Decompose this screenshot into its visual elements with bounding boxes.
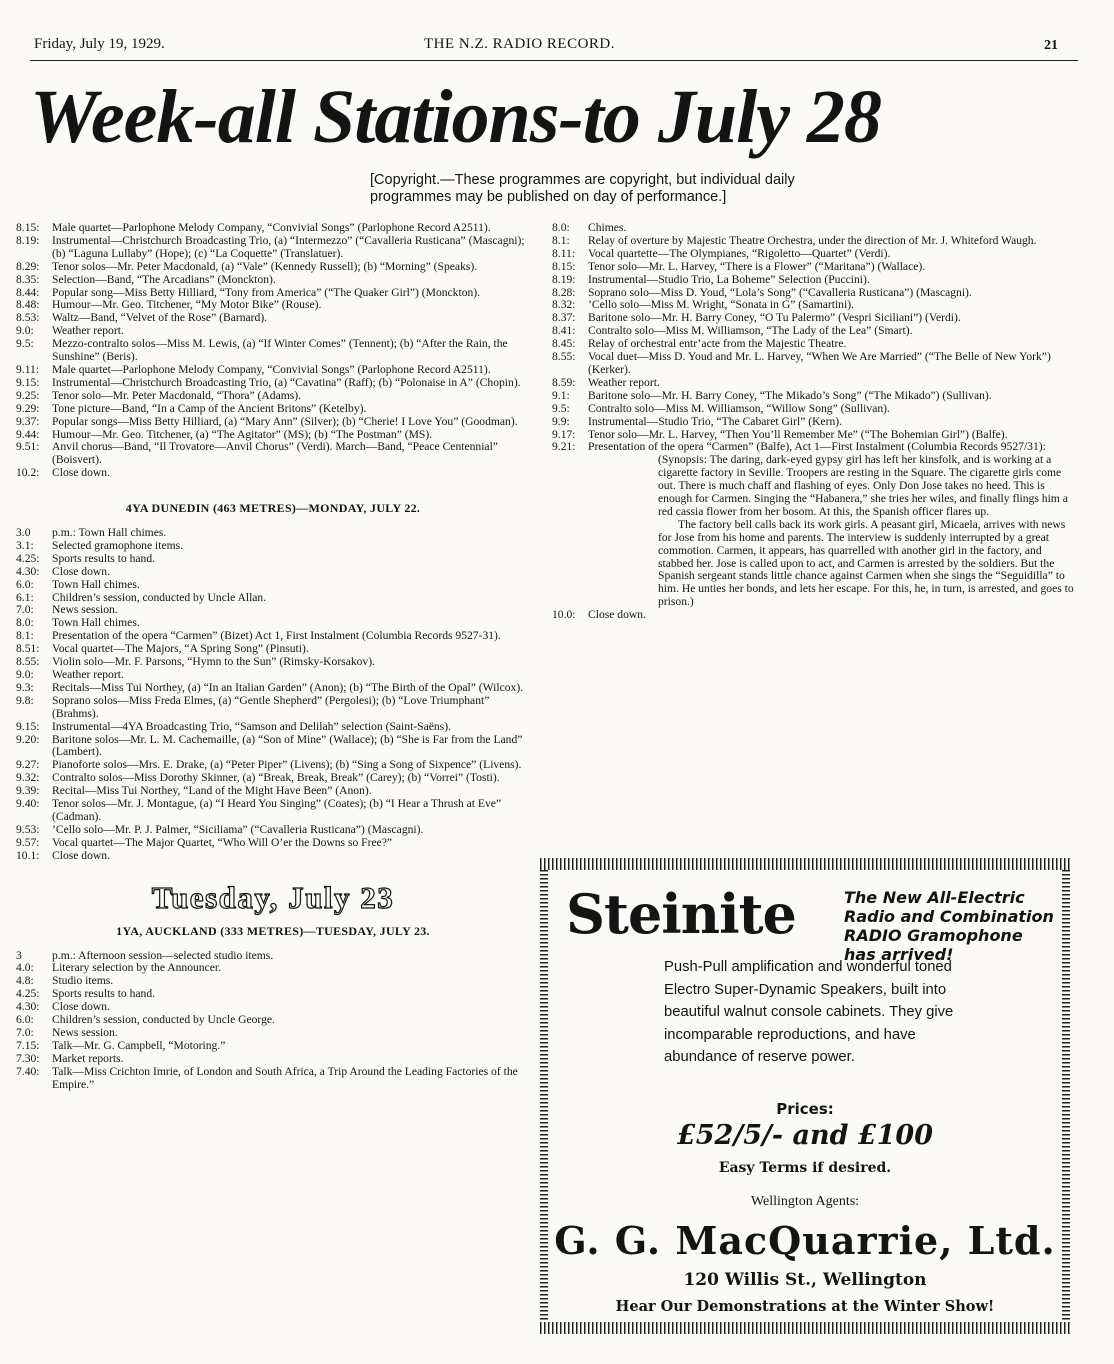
programme-entry xyxy=(16,798,530,824)
entry-time: 8.44: xyxy=(16,285,40,299)
entry-time: 8.35: xyxy=(16,272,40,286)
programme-entry xyxy=(552,351,1076,377)
entry-text: Close down. xyxy=(52,564,110,578)
entry-text: Close down. xyxy=(52,848,110,862)
entry-text: Male quartet—Parlophone Melody Company, “Convivial Songs” (Parlophone Record A2511). xyxy=(52,362,491,376)
entry-time: 9.57: xyxy=(16,835,40,849)
programme-entry xyxy=(16,261,530,274)
programme-entry xyxy=(16,1027,530,1040)
programme-entry xyxy=(552,248,1076,261)
entry-text: Soprano solos—Miss Freda Elmes, (a) “Gentle Shepherd” (Pergolesi); (b) “Love Triumphant” (Brahms). xyxy=(52,693,490,720)
entry-time: 4.25: xyxy=(16,987,40,1001)
entry-time: 8.19: xyxy=(552,272,576,286)
entry-time: 6.0: xyxy=(16,577,34,591)
entry-text: Sports results to hand. xyxy=(52,551,156,565)
programme-entry xyxy=(16,721,530,734)
entry-text: Children’s session, conducted by Uncle George. xyxy=(52,1013,275,1027)
entry-time: 9.15: xyxy=(16,719,40,733)
day-heading: Tuesday, July 23 xyxy=(151,879,395,915)
entry-time: 7.15: xyxy=(16,1038,40,1052)
masthead-rule xyxy=(30,60,1078,61)
entry-text: Tenor solo—Mr. L. Harvey, “There is a Flower” (“Maritana”) (Wallace). xyxy=(588,259,926,273)
programme-entry xyxy=(16,824,530,837)
entry-time: 4.30: xyxy=(16,1000,40,1014)
programme-entry xyxy=(16,527,530,540)
entry-time: 9.5: xyxy=(16,337,34,351)
programme-entry xyxy=(552,377,1076,390)
issue-date: Friday, July 19, 1929. xyxy=(34,36,165,52)
ad-brand: Steinite xyxy=(566,882,796,946)
entry-time: 7.40: xyxy=(16,1064,40,1078)
programme-entry xyxy=(16,377,530,390)
entry-text: Town Hall chimes. xyxy=(52,577,140,591)
programme-list-christchurch xyxy=(16,222,530,480)
entry-time: 8.15: xyxy=(16,221,40,234)
entry-time: 8.45: xyxy=(552,337,576,351)
entry-text: Instrumental—4YA Broadcasting Trio, “Samson and Delilah” selection (Saint-Saëns). xyxy=(52,719,451,733)
entry-time: 9.51: xyxy=(16,440,40,454)
entry-time: 8.11: xyxy=(552,246,576,260)
programme-entry xyxy=(16,540,530,553)
entry-text: Baritone solo—Mr. H. Barry Coney, “The Mikado’s Song” (“The Mikado”) (Sullivan). xyxy=(588,388,992,402)
entry-time: 9.37: xyxy=(16,414,40,428)
programme-entry xyxy=(16,467,530,480)
entry-time: 9.27: xyxy=(16,758,40,772)
entry-time: 8.32: xyxy=(552,298,576,312)
entry-time: 8.15: xyxy=(552,259,576,273)
programme-entry xyxy=(16,579,530,592)
entry-text: Weather report. xyxy=(52,324,124,338)
entry-time: 8.59: xyxy=(552,375,576,389)
entry-text: Sports results to hand. xyxy=(52,987,156,1001)
entry-text: Tone picture—Band, “In a Camp of the Ancient Britons” (Ketelby). xyxy=(52,401,367,415)
entry-text: Tenor solos—Mr. Peter Macdonald, (a) “Vale” (Kennedy Russell); (b) “Morning” (Speaks). xyxy=(52,259,478,273)
ad-company: G. G. MacQuarrie, Ltd. xyxy=(554,1218,1056,1263)
programme-entry xyxy=(16,682,530,695)
entry-time: 7.30: xyxy=(16,1051,40,1065)
programme-entry xyxy=(16,222,530,235)
entry-text: Humour—Mr. Geo. Titchener, “My Motor Bike” (Rouse). xyxy=(52,298,322,312)
entry-time: 3.1: xyxy=(16,538,34,552)
programme-entry xyxy=(16,274,530,287)
ad-body: Push-Pull amplification and wonderful toned Electro Super-Dynamic Speakers, built into beautiful walnut console cabinets. They give incomparable reproductions, and have abundance of reserve power. xyxy=(664,959,954,1065)
entry-time: 9.9: xyxy=(552,414,570,428)
programme-entry xyxy=(16,553,530,566)
synopsis-paragraph: (Synopsis: The daring, dark-eyed gypsy girl has left her kinsfolk, and is working at a cigarette factory in Seville. Troopers are resting in the Square. The cigarette girls come out. There is much chaff and flashing of eyes. Only Don Jose takes no heed. This is enough for Carmen. Singing the “Habanera,” she tries her wiles, and finally flings him a red cassia flower from her bosom. At this, the Spanish officer flares up. xyxy=(658,453,1068,518)
programme-entry xyxy=(16,695,530,721)
entry-time: 9.40: xyxy=(16,797,40,811)
entry-text: News session. xyxy=(52,603,118,617)
entry-text: Close down. xyxy=(588,608,646,622)
page-number: 21 xyxy=(1044,38,1058,53)
entry-time: 6.1: xyxy=(16,590,34,604)
ad-agents-label: Wellington Agents: xyxy=(750,1194,860,1209)
programme-entry xyxy=(16,1066,530,1092)
programme-list-4ya xyxy=(16,527,530,863)
entry-time: 8.41: xyxy=(552,324,576,338)
ad-border-top xyxy=(540,858,1070,870)
entry-time: 8.37: xyxy=(552,311,576,325)
programme-entry xyxy=(552,222,1076,235)
ad-prices-label: Prices: xyxy=(776,1100,834,1118)
entry-time: 10.0: xyxy=(552,608,576,622)
entry-text: Baritone solo—Mr. H. Barry Coney, “O Tu Palermo” (Vespri Siciliani”) (Verdi). xyxy=(588,311,961,325)
entry-text: Weather report. xyxy=(52,668,124,681)
entry-text: Recital—Miss Tui Northey, “Land of the Might Have Been” (Anon). xyxy=(52,784,372,798)
programme-entry xyxy=(16,416,530,429)
entry-text: Chimes. xyxy=(588,221,627,234)
entry-text: Tenor solo—Mr. L. Harvey, “Then You’ll Remember Me” (“The Bohemian Girl”) (Balfe). xyxy=(588,427,1008,441)
entry-time: 8.29: xyxy=(16,259,40,273)
entry-text: Vocal quartet—The Majors, “A Spring Song” (Pinsuti). xyxy=(52,642,309,656)
programme-entry xyxy=(16,850,530,863)
entry-time: 9.15: xyxy=(16,375,40,389)
page-headline: Week-all Stations-to July 28 xyxy=(30,75,881,159)
ad-tagline: The New All-Electric Radio and Combination RADIO Gramophone has arrived! xyxy=(844,888,1054,964)
ad-prices: £52/5/- and £100 xyxy=(676,1120,934,1151)
entry-text: Mezzo-contralto solos—Miss M. Lewis, (a) “If Winter Comes” (Tennent); (b) “After the Rain, the Sunshine” (Beris). xyxy=(52,337,508,364)
entry-text: Baritone solos—Mr. L. M. Cachemaille, (a) “Son of Mine” (Wallace); (b) “She is Far from the Land” (Lambert). xyxy=(52,732,523,759)
entry-text: Children’s session, conducted by Uncle Allan. xyxy=(52,590,267,604)
entry-time: 4.8: xyxy=(16,974,34,988)
entry-text: Close down. xyxy=(52,466,110,480)
programme-entry xyxy=(16,837,530,850)
right-column xyxy=(552,222,1076,622)
programme-entry xyxy=(16,235,530,261)
programme-entry xyxy=(16,364,530,377)
programme-entry xyxy=(16,390,530,403)
programme-entry xyxy=(552,403,1076,416)
entry-text: Soprano solo—Miss D. Youd, “Lola’s Song” (“Cavalleria Rusticana”) (Mascagni). xyxy=(588,285,972,299)
programme-entry xyxy=(552,609,1076,622)
entry-time: 7.0: xyxy=(16,1025,34,1039)
entry-time: 4.25: xyxy=(16,551,40,565)
entry-time: 8.48: xyxy=(16,298,40,312)
entry-time: 8.55: xyxy=(16,655,40,669)
entry-time: 10.2: xyxy=(16,466,40,480)
entry-text: Waltz—Band, “Velvet of the Rose” (Barnard). xyxy=(52,311,268,325)
opera-synopsis xyxy=(658,454,1076,609)
entry-text: Instrumental—Christchurch Broadcasting Trio, (a) “Intermezzo” (“Cavalleria Rusticana” (Mascagni); (b) “Laguna Lullaby” (Hope); (c) “La Coquette” (Translatuer). xyxy=(52,233,525,260)
entry-time: 8.0: xyxy=(552,221,570,234)
entry-text: Instrumental—Studio Trio, La Boheme” Selection (Puccini). xyxy=(588,272,870,286)
entry-time: 9.0: xyxy=(16,324,34,338)
ad-border-bottom xyxy=(540,1322,1070,1334)
programme-list-right xyxy=(552,222,1076,454)
entry-time: 9.20: xyxy=(16,732,40,746)
entry-text: News session. xyxy=(52,1025,118,1039)
entry-text: Vocal quartette—The Olympianes, “Rigoletto—Quartet” (Verdi). xyxy=(588,246,891,260)
entry-time: 9.1: xyxy=(552,388,570,402)
programme-entry xyxy=(16,1040,530,1053)
entry-time: 9.8: xyxy=(16,693,34,707)
entry-text: Violin solo—Mr. F. Parsons, “Hymn to the Sun” (Rimsky-Korsakov). xyxy=(52,655,375,669)
steinite-advertisement xyxy=(540,858,1070,1334)
entry-text: Selected gramophone items. xyxy=(52,538,184,552)
programme-entry xyxy=(552,416,1076,429)
programme-entry xyxy=(552,274,1076,287)
entry-time: 8.1: xyxy=(552,233,570,247)
entry-time: 4.30: xyxy=(16,564,40,578)
entry-text: Humour—Mr. Geo. Titchener, (a) “The Agitator” (MS); (b) “The Postman” (MS). xyxy=(52,427,433,441)
programme-entry xyxy=(552,261,1076,274)
programme-entry xyxy=(16,566,530,579)
synopsis-paragraph: The factory bell calls back its work girls. A peasant girl, Micaela, arrives with news for Jose from his home and parents. The interview is suddenly interrupted by a great commotion. Carmen, it appears, has quarrelled with another girl in the factory, and stabbed her. Jose is called upon to act, and Carmen is arrested by the soldiers. But the Spanish sergeant stands little chance against Carmen when she sings the “Seguidilla” to him. He unties her bonds, and lets her escape. For this, he, in turn, is arrested, and goes to prison.) xyxy=(658,517,1074,609)
entry-text: Contralto solo—Miss M. Williamson, “The Lady of the Lea” (Smart). xyxy=(588,324,913,338)
entry-text: p.m.: Afternoon session—selected studio items. xyxy=(52,948,274,962)
entry-time: 6.0: xyxy=(16,1013,34,1027)
left-column xyxy=(16,222,530,1091)
entry-time: 8.55: xyxy=(552,350,576,364)
programme-entry xyxy=(16,1053,530,1066)
entry-text: Literary selection by the Announcer. xyxy=(52,961,222,975)
entry-text: Instrumental—Studio Trio, “The Cabaret Girl” (Kern). xyxy=(588,414,843,428)
entry-text: Vocal duet—Miss D. Youd and Mr. L. Harvey, “When We Are Married” (“The Belle of New York”) (Kerker). xyxy=(588,350,1051,376)
entry-time: 9.11: xyxy=(16,362,40,376)
entry-text: Relay of orchestral entr’acte from the Majestic Theatre. xyxy=(588,337,847,351)
masthead xyxy=(34,36,1074,56)
programme-entry xyxy=(16,1014,530,1027)
entry-text: Anvil chorus—Band, “Il Trovatore—Anvil Chorus” (Verdi). March—Band, “Peace Centennial” (Boisvert). xyxy=(52,440,498,467)
entry-time: 10.1: xyxy=(16,848,40,862)
entry-text: Contralto solos—Miss Dorothy Skinner, (a) “Break, Break, Break” (Carey); (b) “Vorrei” (Tosti). xyxy=(52,771,500,785)
ad-demonstrations: Hear Our Demonstrations at the Winter Show! xyxy=(615,1298,995,1315)
entry-text: ’Cello solo—Mr. P. J. Palmer, “Siciliama” (“Cavalleria Rusticana”) (Mascagni). xyxy=(52,822,424,836)
entry-time: 3 xyxy=(16,948,22,962)
entry-text: Popular song—Miss Betty Hilliard, “Tony from America” (“The Quaker Girl”) (Monckton). xyxy=(52,285,481,299)
entry-text: Market reports. xyxy=(52,1051,124,1065)
entry-text: Instrumental—Christchurch Broadcasting Trio, (a) “Cavatina” (Raff); (b) “Polonaise in A” (Chopin). xyxy=(52,375,521,389)
entry-time: 8.28: xyxy=(552,285,576,299)
entry-time: 8.1: xyxy=(16,629,34,643)
copyright-notice: [Copyright.—These programmes are copyright, but individual daily programmes may be published on day of performance.] xyxy=(370,172,795,205)
entry-text: Relay of overture by Majestic Theatre Orchestra, under the direction of Mr. J. Whiteford Waugh. xyxy=(588,233,1037,247)
programme-entry xyxy=(552,235,1076,248)
entry-time: 9.39: xyxy=(16,784,40,798)
entry-text: Presentation of the opera “Carmen” (Balfe), Act 1—First Instalment (Columbia Records 9527/31): xyxy=(588,440,1046,454)
section-heading-1ya: 1YA, AUCKLAND (333 METRES)—TUESDAY, JULY 23. xyxy=(116,923,430,938)
entry-text: p.m.: Town Hall chimes. xyxy=(52,526,167,540)
ad-address: 120 Willis St., Wellington xyxy=(683,1270,927,1290)
entry-text: Weather report. xyxy=(588,375,660,389)
entry-text: Recitals—Miss Tui Northey, (a) “In an Italian Garden” (Anon); (b) “The Birth of the Opal” (Wilcox). xyxy=(52,680,524,694)
entry-time: 4.0: xyxy=(16,961,34,975)
entry-time: 9.25: xyxy=(16,388,40,402)
entry-text: Presentation of the opera “Carmen” (Bizet) Act 1, First Instalment (Columbia Records 9527-31). xyxy=(52,629,501,643)
entry-time: 9.21: xyxy=(552,440,576,454)
entry-text: Selection—Band, “The Arcadians” (Monckton). xyxy=(52,272,276,286)
entry-time: 3.0 xyxy=(16,526,31,540)
programme-list-1ya xyxy=(16,950,530,1092)
entry-time: 8.19: xyxy=(16,233,40,247)
entry-text: Popular songs—Miss Betty Hilliard, (a) “Mary Ann” (Silver); (b) “Cherie! I Love You” (Goodman). xyxy=(52,414,518,428)
entry-text: Pianoforte solos—Mrs. E. Drake, (a) “Peter Piper” (Livens); (b) “Sing a Song of Sixpence” (Livens). xyxy=(52,758,522,772)
entry-time: 9.29: xyxy=(16,401,40,415)
entry-text: ’Cello solo—Miss M. Wright, “Sonata in G” (Samartini). xyxy=(588,298,854,312)
entry-time: 9.17: xyxy=(552,427,576,441)
entry-text: Town Hall chimes. xyxy=(52,616,140,630)
entry-text: Tenor solos—Mr. J. Montague, (a) “I Heard You Singing” (Coates); (b) “I Hear a Thrush at Eve” (Cadman). xyxy=(52,797,502,823)
programme-entry xyxy=(16,669,530,682)
entry-text: Contralto solo—Miss M. Williamson, “Willow Song” (Sullivan). xyxy=(588,401,890,415)
ad-terms: Easy Terms if desired. xyxy=(718,1160,892,1176)
entry-time: 9.0: xyxy=(16,668,34,681)
entry-time: 8.0: xyxy=(16,616,34,630)
entry-text: Male quartet—Parlophone Melody Company, “Convivial Songs” (Parlophone Record A2511). xyxy=(52,221,491,234)
entry-time: 9.32: xyxy=(16,771,40,785)
entry-text: Vocal quartet—The Major Quartet, “Who Will O’er the Downs so Free?” xyxy=(52,835,393,849)
entry-time: 8.53: xyxy=(16,311,40,325)
entry-time: 9.3: xyxy=(16,680,34,694)
entry-time: 8.51: xyxy=(16,642,40,656)
entry-text: Close down. xyxy=(52,1000,110,1014)
programme-entry xyxy=(16,403,530,416)
entry-time: 9.5: xyxy=(552,401,570,415)
programme-entry xyxy=(16,338,530,364)
publication-name: THE N.Z. RADIO RECORD. xyxy=(424,36,615,52)
programme-entry xyxy=(552,390,1076,403)
entry-text: Talk—Mr. G. Campbell, “Motoring.” xyxy=(52,1038,226,1052)
entry-text: Tenor solo—Mr. Peter Macdonald, “Thora” (Adams). xyxy=(52,388,302,402)
section-heading-4ya: 4YA DUNEDIN (463 METRES)—MONDAY, JULY 22. xyxy=(125,501,421,516)
entry-text: Studio items. xyxy=(52,974,114,988)
entry-text: Talk—Miss Crichton Imrie, of London and South Africa, a Trip Around the Leading Factories of the Empire.” xyxy=(52,1064,518,1091)
programme-entry xyxy=(16,441,530,467)
entry-time: 9.53: xyxy=(16,822,40,836)
entry-time: 7.0: xyxy=(16,603,34,617)
entry-time: 9.44: xyxy=(16,427,40,441)
programme-entry xyxy=(16,734,530,760)
